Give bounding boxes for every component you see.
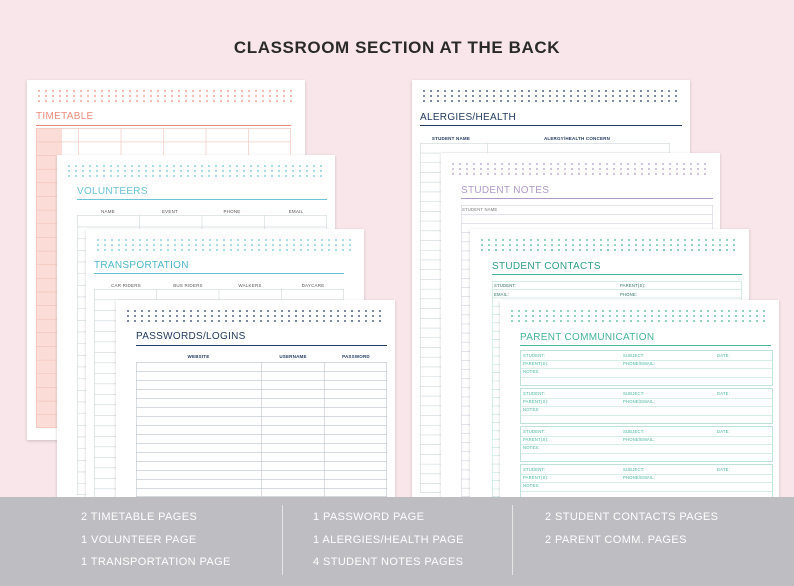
field-label: SUBJECT: [623,353,645,358]
field-label: PHONE: [620,292,638,297]
column-header: PHONE [223,209,241,214]
column-header: NAME [101,209,115,214]
summary-item: 1 PASSWORD PAGE [313,511,425,523]
column-header: USERNAME [279,354,307,359]
field-label: PARENT(S): [523,399,549,404]
field-label: PARENT(S): [523,361,549,366]
column-header: EMAIL [288,209,304,214]
field-label: STUDENT: [494,283,517,288]
divider [282,505,283,575]
timetable-heading: TIMETABLE [36,111,94,122]
column-header: BUS RIDERS [173,283,203,288]
summary-item: 2 PARENT COMM. PAGES [545,533,687,546]
field-label: DATE: [717,391,731,396]
field-label: SUBJECT: [623,391,645,396]
field-label: STUDENT: [523,429,546,434]
dot-border [420,88,682,104]
summary-item: 1 TRANSPORTATION PAGE [81,556,231,568]
parent-communication-page [500,300,779,500]
summary-banner [0,497,794,586]
column-header: CAR RIDERS [111,283,141,288]
field-label: PARENT(S): [620,283,646,288]
parent-communication-heading: PARENT COMMUNICATION [520,332,655,343]
field-label: NOTES: [523,407,540,412]
dot-border [124,308,387,324]
field-label: PHONE/EMAIL: [623,475,656,480]
dot-border [508,308,771,324]
field-label: STUDENT: [523,467,546,472]
allergies-heading: ALERGIES/HEALTH [420,112,517,123]
field-label: STUDENT NAME [462,207,498,212]
transportation-heading: TRANSPORTATION [94,260,189,271]
column-header: EVENT [161,209,178,214]
field-label: PARENT(S): [523,475,549,480]
column-header: WALKERS [238,283,262,288]
column-header: DAYCARE [301,283,325,288]
field-label: PHONE/EMAIL: [623,437,656,442]
parent-comm-blocks [520,350,771,498]
field-label: PHONE/EMAIL: [623,361,656,366]
summary-item: 4 STUDENT NOTES PAGES [313,556,464,568]
field-label: NOTES: [523,445,540,450]
parent-comm-block [520,426,773,462]
summary-item: 1 VOLUNTEER PAGE [81,533,197,546]
volunteers-heading: VOLUNTEERS [77,186,148,197]
dot-border [449,161,712,177]
field-label: PARENT(S): [523,437,549,442]
field-label: DATE: [717,429,731,434]
dot-border [94,237,356,253]
field-label: DATE: [717,353,731,358]
parent-comm-block [520,464,773,500]
student-contacts-heading: STUDENT CONTACTS [492,261,601,272]
field-label: NOTES: [523,483,540,488]
dot-border [35,88,297,104]
summary-item: 1 ALERGIES/HEALTH PAGE [313,533,464,546]
column-header: ALERGY/HEALTH CONCERN [543,136,611,141]
passwords-grid [136,362,387,497]
summary-column-2 [313,510,464,578]
summary-column-1 [81,510,231,578]
dot-border [478,237,741,253]
field-label: DATE: [717,467,731,472]
dot-border [65,163,327,179]
field-label: STUDENT: [523,391,546,396]
column-header: PASSWORD [342,354,370,359]
summary-column-3 [545,510,718,555]
summary-item: 2 TIMETABLE PAGES [81,511,198,523]
field-label: SUBJECT: [623,467,645,472]
field-label: NOTES: [523,369,540,374]
parent-comm-block [520,350,773,386]
column-header: WEBSITE [187,354,210,359]
field-label: EMAIL: [494,292,509,297]
passwords-heading: PASSWORDS/LOGINS [136,331,246,342]
field-label: STUDENT: [523,353,546,358]
page-title: CLASSROOM SECTION AT THE BACK [233,38,561,57]
passwords-page [116,300,395,500]
field-label: PHONE/EMAIL: [623,399,656,404]
column-header: STUDENT NAME [431,136,471,141]
parent-comm-block [520,388,773,424]
field-label: SUBJECT: [623,429,645,434]
student-notes-heading: STUDENT NOTES [461,185,550,196]
divider [512,505,513,575]
summary-item: 2 STUDENT CONTACTS PAGES [545,511,719,523]
